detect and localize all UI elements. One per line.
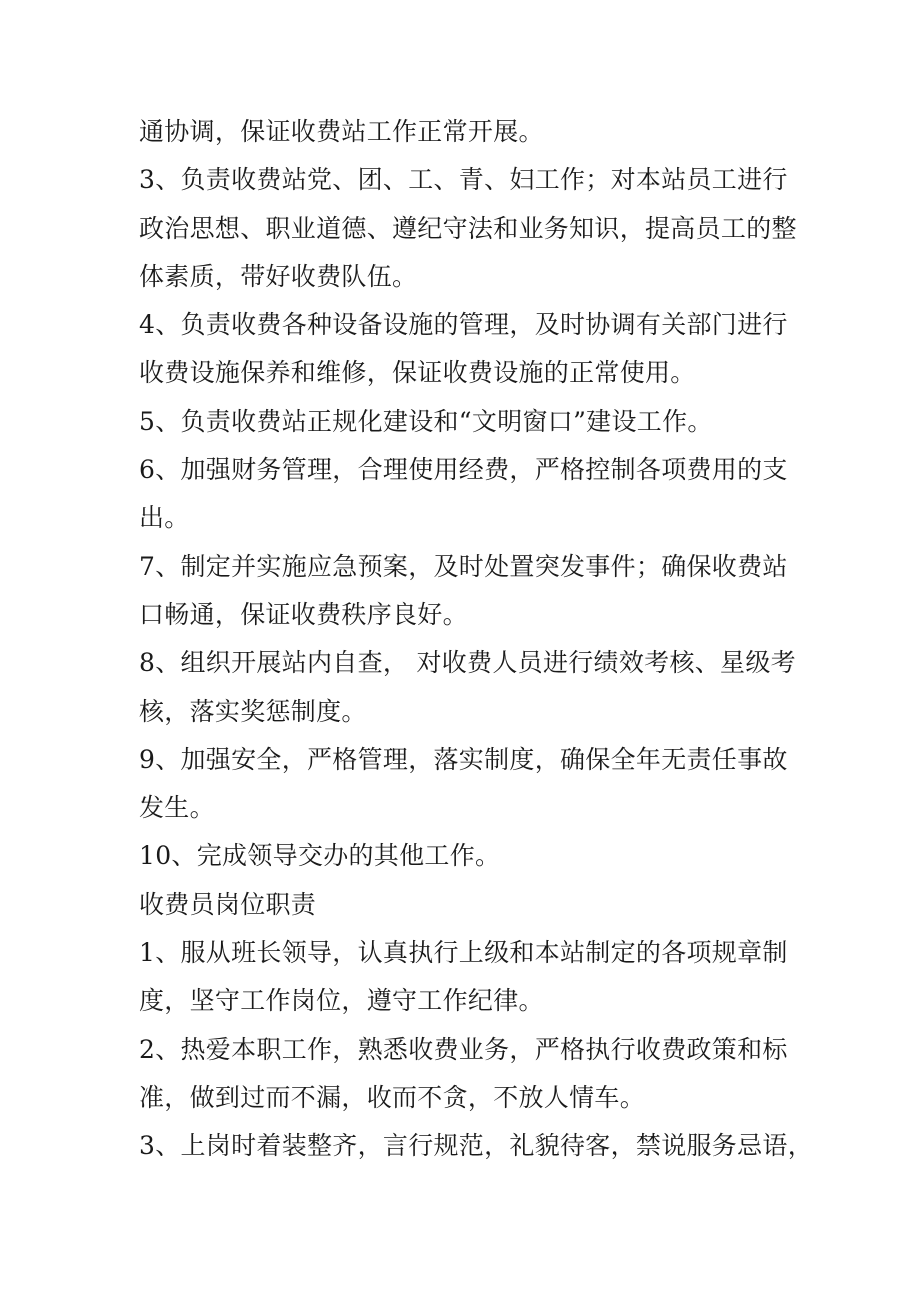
text-line: 6、加强财务管理，合理使用经费，严格控制各项费用的支: [139, 455, 788, 485]
text-line: 2、热爱本职工作，熟悉收费业务，严格执行收费政策和标: [139, 1034, 788, 1064]
text-line: 准，做到过而不漏，收而不贪，不放人情车。: [139, 1082, 646, 1112]
text-line: 9、加强安全，严格管理，落实制度，确保全年无责任事故: [139, 744, 788, 774]
text-line: 体素质，带好收费队伍。: [139, 261, 418, 291]
document-body: [139, 108, 814, 1171]
text-line: 3、负责收费站党、团、工、青、妇工作；对本站员工进行: [139, 165, 788, 195]
text-line: 5、负责收费站正规化建设和“文明窗口”建设工作。: [139, 406, 713, 436]
text-line: 口畅通，保证收费秩序良好。: [139, 599, 468, 629]
text-line: 核，落实奖惩制度。: [139, 696, 367, 726]
text-line: 10、完成领导交办的其他工作。: [139, 841, 501, 871]
text-line: 4、负责收费各种设备设施的管理，及时协调有关部门进行: [139, 310, 788, 340]
text-line: 1、服从班长领导，认真执行上级和本站制定的各项规章制: [139, 938, 788, 968]
text-line: 3、上岗时着装整齐，言行规范，礼貌待客，禁说服务忌语，: [139, 1131, 814, 1161]
text-line: 发生。: [139, 793, 215, 823]
text-line: 出。: [139, 503, 190, 533]
text-line: 7、制定并实施应急预案，及时处置突发事件；确保收费站: [139, 551, 788, 581]
text-line: 8、组织开展站内自查， 对收费人员进行绩效考核、星级考: [139, 648, 796, 678]
text-line: 通协调，保证收费站工作正常开展。: [139, 117, 544, 146]
text-line: 度，坚守工作岗位，遵守工作纪律。: [139, 986, 544, 1016]
text-line: 政治思想、职业道德、遵纪守法和业务知识，提高员工的整: [139, 213, 797, 243]
text-line: 收费设施保养和维修，保证收费设施的正常使用。: [139, 358, 696, 388]
section-heading: 收费员岗位职责: [139, 889, 317, 919]
